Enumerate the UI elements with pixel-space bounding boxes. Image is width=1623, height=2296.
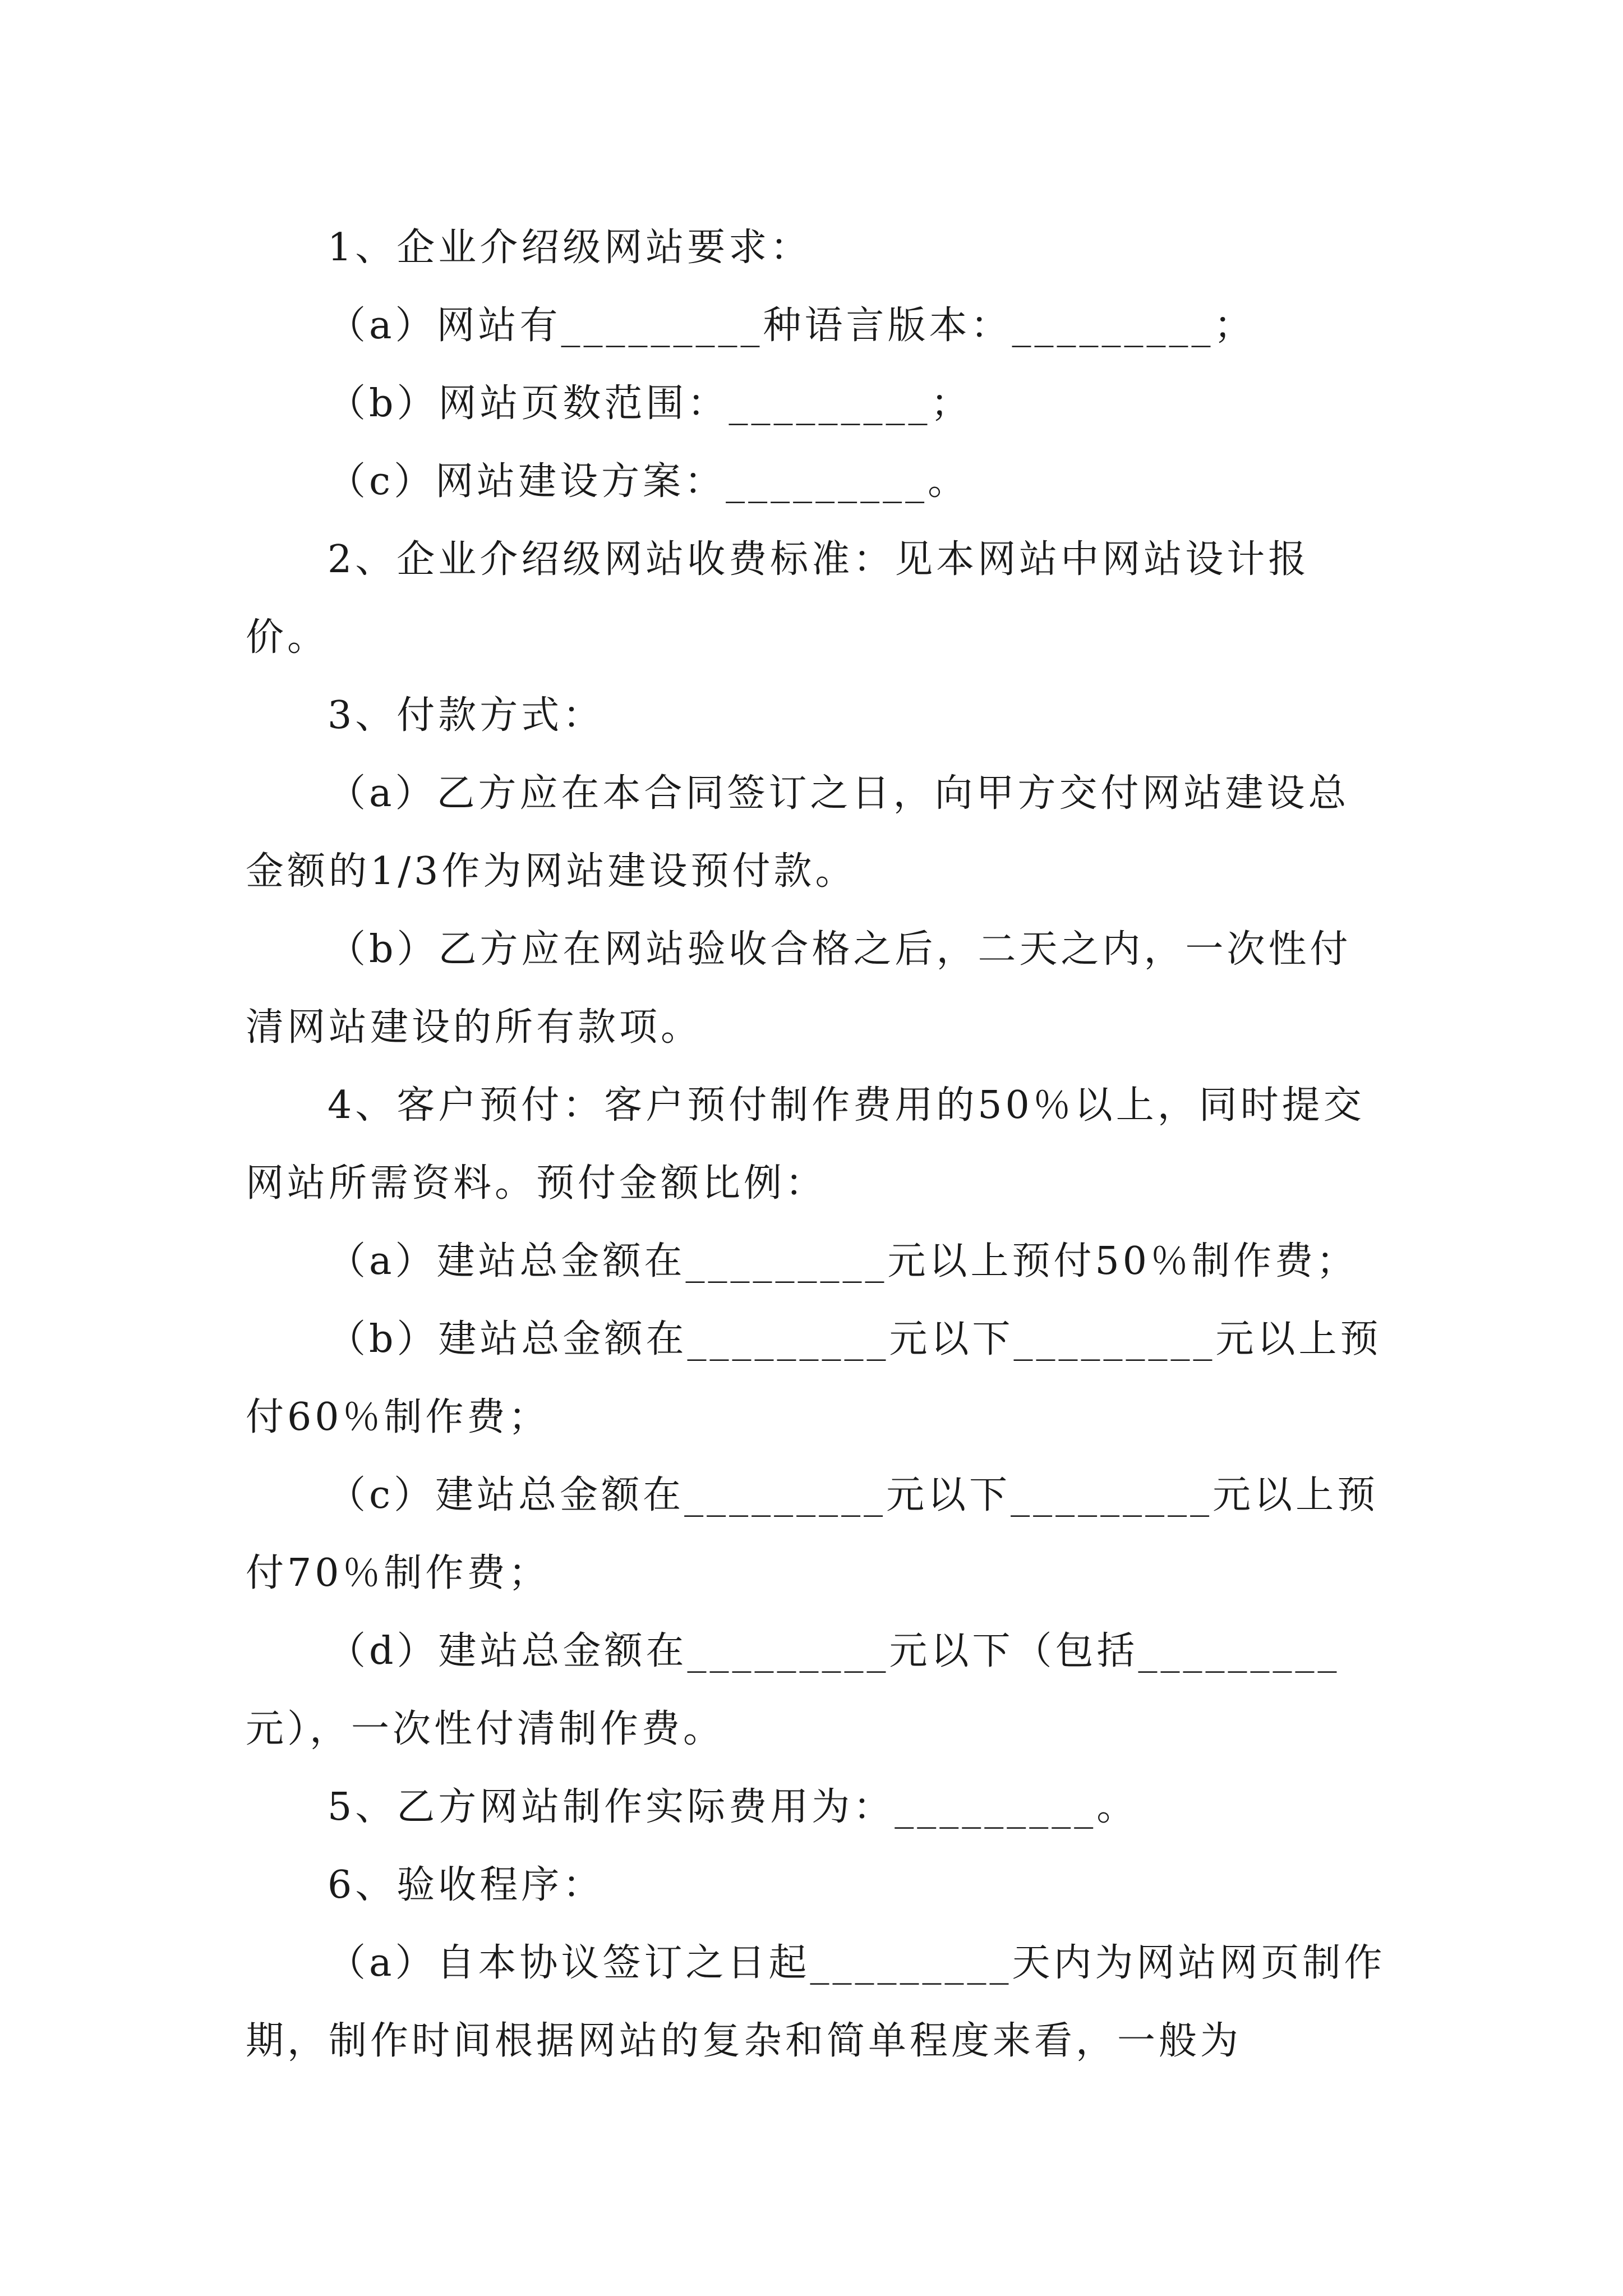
paragraph-6-heading: 6、验收程序： [328,1863,605,1907]
document-body [246,209,1390,2080]
paragraph-4a: （a）建站总金额在_________元以上预付50％制作费； [328,1239,1358,1283]
paragraph-3-heading: 3、付款方式： [328,693,605,738]
paragraph-4b: （b）建站总金额在_________元以下_________元以上预付60％制作费； [246,1317,1382,1439]
paragraph-1c: （c）网站建设方案：_________。 [328,459,970,504]
paragraph-3a: （a）乙方应在本合同签订之日，向甲方交付网站建设总金额的1/3作为网站建设预付款。 [246,771,1350,894]
paragraph-4c: （c）建站总金额在_________元以下_________元以上预付70％制作费； [246,1473,1379,1595]
paragraph-6a: （a）自本协议签订之日起_________天内为网站网页制作期，制作时间根据网站的复杂和简单程度来看，一般为 [246,1941,1386,2063]
paragraph-2: 2、企业介绍级网站收费标准：见本网站中网站设计报价。 [246,537,1310,660]
paragraph-5: 5、乙方网站制作实际费用为：_________。 [328,1785,1138,1829]
paragraph-3b: （b）乙方应在网站验收合格之后，二天之内，一次性付清网站建设的所有款项。 [246,927,1352,1050]
paragraph-1-heading: 1、企业介绍级网站要求： [328,226,812,270]
paragraph-4: 4、客户预付：客户预付制作费用的50％以上，同时提交网站所需资料。预付金额比例： [246,1083,1365,1205]
paragraph-1b: （b）网站页数范围：_________； [328,381,972,426]
paragraph-4d: （d）建站总金额在_________元以下（包括_________元），一次性付清制作费。 [246,1629,1340,1751]
paragraph-1a: （a）网站有_________种语言版本：_________； [328,303,1256,348]
